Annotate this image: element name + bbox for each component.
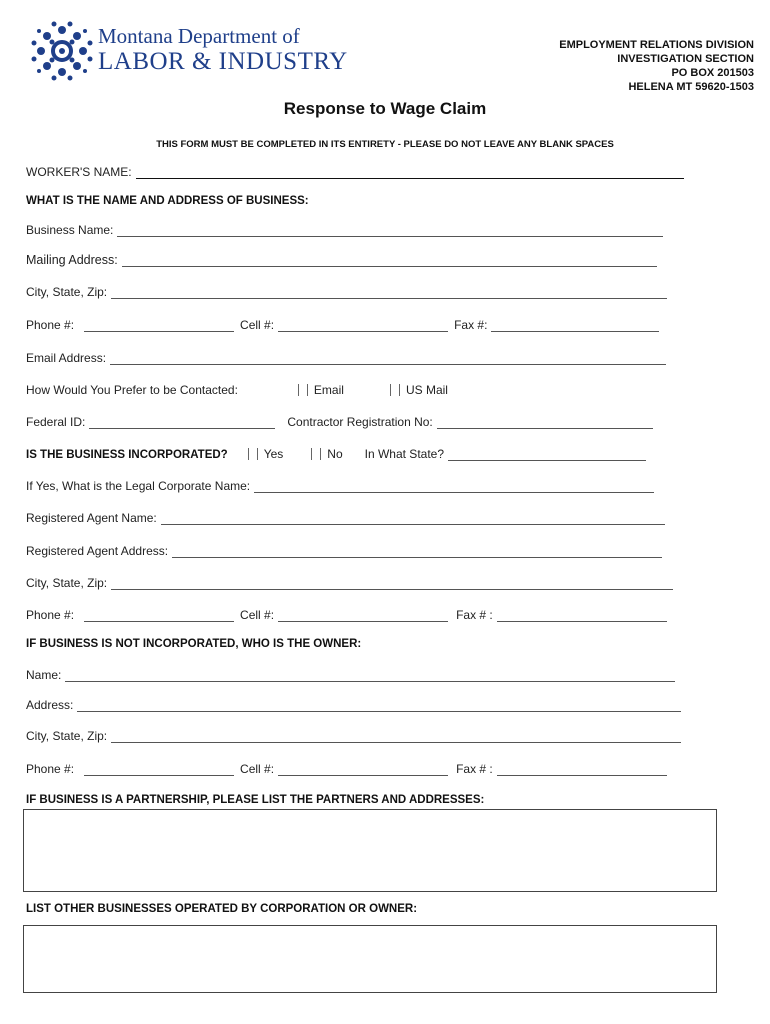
owner-phone-row [26, 762, 667, 776]
agent-phone-row [26, 608, 667, 622]
in-what-state-label: In What State? [364, 447, 445, 461]
contact-email-option[interactable] [298, 383, 344, 397]
email-address-field[interactable] [110, 353, 666, 365]
owner-city-state-zip-field[interactable] [111, 731, 681, 743]
cell-label: Cell #: [240, 318, 275, 332]
department-logo [30, 20, 370, 82]
agent-phone-field[interactable] [84, 610, 234, 622]
mailing-address-label: Mailing Address: [26, 253, 118, 267]
agent-phone-label: Phone #: [26, 608, 75, 622]
incorporated-no-option[interactable] [311, 447, 342, 461]
division-line: PO BOX 201503 [671, 67, 754, 79]
agent-cell-field[interactable] [278, 610, 448, 622]
in-what-state-field[interactable] [448, 449, 646, 461]
worker-name-label: WORKER'S NAME: [26, 165, 132, 179]
owner-phone-field[interactable] [84, 764, 234, 776]
incorporated-yes-option[interactable] [248, 447, 284, 461]
section-other-businesses-heading: LIST OTHER BUSINESSES OPERATED BY CORPORATION OR OWNER: [26, 903, 418, 915]
agent-city-state-zip-row [26, 576, 673, 590]
email-address-label: Email Address: [26, 351, 107, 365]
no-checkbox[interactable] [311, 448, 321, 460]
contractor-registration-field[interactable] [437, 417, 653, 429]
registered-agent-name-label: Registered Agent Name: [26, 511, 157, 525]
worker-name-row [26, 165, 684, 179]
form-notice: THIS FORM MUST BE COMPLETED IN ITS ENTIRETY - PLEASE DO NOT LEAVE ANY BLANK SPACES [156, 139, 614, 150]
city-state-zip-row [26, 285, 667, 299]
division-line: EMPLOYMENT RELATIONS DIVISION [559, 39, 754, 51]
contractor-registration-label: Contractor Registration No: [287, 415, 433, 429]
email-option-label: Email [313, 383, 344, 397]
owner-cell-label: Cell #: [240, 762, 275, 776]
owner-city-state-zip-label: City, State, Zip: [26, 729, 108, 743]
business-name-row [26, 223, 663, 237]
owner-phone-label: Phone #: [26, 762, 75, 776]
other-businesses-textarea[interactable] [23, 925, 717, 993]
city-state-zip-field[interactable] [111, 287, 667, 299]
business-name-field[interactable] [117, 225, 663, 237]
owner-address-row [26, 698, 681, 712]
mailing-address-row [26, 253, 657, 267]
division-address-block [559, 38, 754, 94]
yes-checkbox[interactable] [248, 448, 258, 460]
business-name-label: Business Name: [26, 223, 114, 237]
usmail-checkbox[interactable] [390, 384, 400, 396]
registered-agent-name-field[interactable] [161, 513, 665, 525]
logo-emblem-icon [30, 20, 94, 82]
legal-corporate-name-label: If Yes, What is the Legal Corporate Name: [26, 479, 251, 493]
owner-cell-field[interactable] [278, 764, 448, 776]
agent-fax-field[interactable] [497, 610, 667, 622]
registered-agent-address-row [26, 544, 662, 558]
agent-city-state-zip-field[interactable] [111, 578, 673, 590]
partners-textarea[interactable] [23, 809, 717, 892]
phone-field[interactable] [84, 320, 234, 332]
owner-address-field[interactable] [77, 700, 681, 712]
fax-field[interactable] [491, 320, 659, 332]
section-partnership-heading: IF BUSINESS IS A PARTNERSHIP, PLEASE LIST THE PARTNERS AND ADDRESSES: [26, 794, 485, 806]
yes-option-label: Yes [263, 447, 284, 461]
logo-line2: LABOR & INDUSTRY [98, 48, 348, 75]
owner-fax-field[interactable] [497, 764, 667, 776]
email-checkbox[interactable] [298, 384, 308, 396]
division-line: HELENA MT 59620-1503 [628, 81, 754, 93]
no-option-label: No [327, 447, 343, 461]
owner-name-row [26, 668, 675, 682]
cell-field[interactable] [278, 320, 448, 332]
contact-usmail-option[interactable] [390, 383, 448, 397]
agent-fax-label: Fax # : [456, 608, 493, 622]
legal-corporate-name-field[interactable] [254, 481, 654, 493]
owner-name-label: Name: [26, 668, 62, 682]
federal-id-row [26, 415, 653, 429]
section-business-heading: WHAT IS THE NAME AND ADDRESS OF BUSINESS: [26, 195, 309, 207]
mailing-address-field[interactable] [122, 255, 657, 267]
agent-city-state-zip-label: City, State, Zip: [26, 576, 108, 590]
owner-city-state-zip-row [26, 729, 681, 743]
usmail-option-label: US Mail [405, 383, 448, 397]
section-owner-heading: IF BUSINESS IS NOT INCORPORATED, WHO IS THE OWNER: [26, 638, 362, 650]
owner-fax-label: Fax # : [456, 762, 493, 776]
form-title: Response to Wage Claim [283, 99, 487, 118]
registered-agent-name-row [26, 511, 665, 525]
owner-address-label: Address: [26, 698, 74, 712]
fax-label: Fax #: [454, 318, 488, 332]
contact-preference-label: How Would You Prefer to be Contacted: [26, 383, 238, 397]
legal-corporate-name-row [26, 479, 654, 493]
registered-agent-address-field[interactable] [172, 546, 662, 558]
city-state-zip-label: City, State, Zip: [26, 285, 108, 299]
federal-id-field[interactable] [89, 417, 275, 429]
agent-cell-label: Cell #: [240, 608, 275, 622]
logo-line1: Montana Department of [98, 24, 300, 48]
registered-agent-address-label: Registered Agent Address: [26, 544, 169, 558]
division-line: INVESTIGATION SECTION [617, 53, 754, 65]
phone-label: Phone #: [26, 318, 75, 332]
phone-row [26, 318, 659, 332]
email-address-row [26, 351, 666, 365]
federal-id-label: Federal ID: [26, 415, 86, 429]
incorporated-question: IS THE BUSINESS INCORPORATED? [26, 449, 228, 461]
incorporated-row [26, 447, 646, 461]
worker-name-field[interactable] [136, 167, 684, 179]
owner-name-field[interactable] [65, 670, 675, 682]
contact-preference-row [26, 383, 448, 397]
